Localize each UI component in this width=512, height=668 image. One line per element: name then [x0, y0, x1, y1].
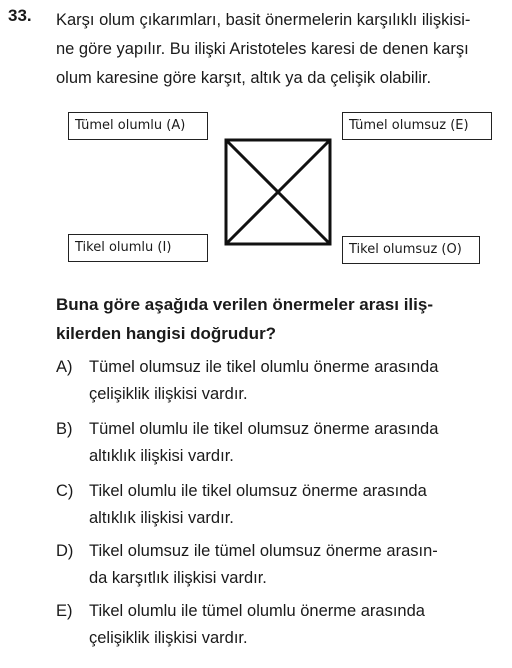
stem-line: Karşı olum çıkarımları, basit önermelerin karşılıklı ilişkisi-: [56, 11, 471, 29]
option-letter: D): [56, 542, 74, 560]
option-line: Tümel olumlu ile tikel olumsuz önerme arasında: [89, 420, 439, 438]
option-letter: C): [56, 482, 74, 500]
label-particular-affirmative: Tikel olumlu (I): [68, 234, 208, 262]
label-particular-negative: Tikel olumsuz (O): [342, 236, 480, 264]
option-line: Tikel olumsuz ile tümel olumsuz önerme arasın-: [89, 542, 438, 560]
option-text: [89, 478, 501, 532]
square-of-opposition: [224, 138, 332, 246]
option-line: altıklık ilişkisi vardır.: [89, 447, 234, 465]
option-line: Tümel olumsuz ile tikel olumlu önerme arasında: [89, 358, 439, 376]
question-line: kilerden hangisi doğrudur?: [56, 324, 277, 343]
option-text: [89, 598, 501, 652]
label-universal-affirmative: Tümel olumlu (A): [68, 112, 208, 140]
option-line: altıklık ilişkisi vardır.: [89, 509, 234, 527]
option-line: çelişiklik ilişkisi vardır.: [89, 385, 248, 403]
option-letter: E): [56, 602, 73, 620]
stem-line: olum karesine göre karşıt, altık ya da çelişik olabilir.: [56, 69, 432, 87]
label-universal-negative: Tümel olumsuz (E): [342, 112, 492, 140]
option-text: [89, 354, 501, 408]
option-line: Tikel olumlu ile tikel olumsuz önerme arasında: [89, 482, 427, 500]
option-line: da karşıtlık ilişkisi vardır.: [89, 569, 267, 587]
option-line: Tikel olumlu ile tümel olumlu önerme arasında: [89, 602, 425, 620]
option-text: [89, 416, 501, 470]
stem-line: ne göre yapılır. Bu ilişki Aristoteles karesi de denen karşı: [56, 40, 469, 58]
question-stem: [56, 6, 502, 93]
question-number: 33.: [8, 6, 32, 25]
question-prompt: [56, 290, 502, 348]
option-letter: A): [56, 358, 73, 376]
option-line: çelişiklik ilişkisi vardır.: [89, 629, 248, 647]
option-text: [89, 538, 501, 592]
question-line: Buna göre aşağıda verilen önermeler arası iliş-: [56, 295, 433, 314]
option-letter: B): [56, 420, 73, 438]
